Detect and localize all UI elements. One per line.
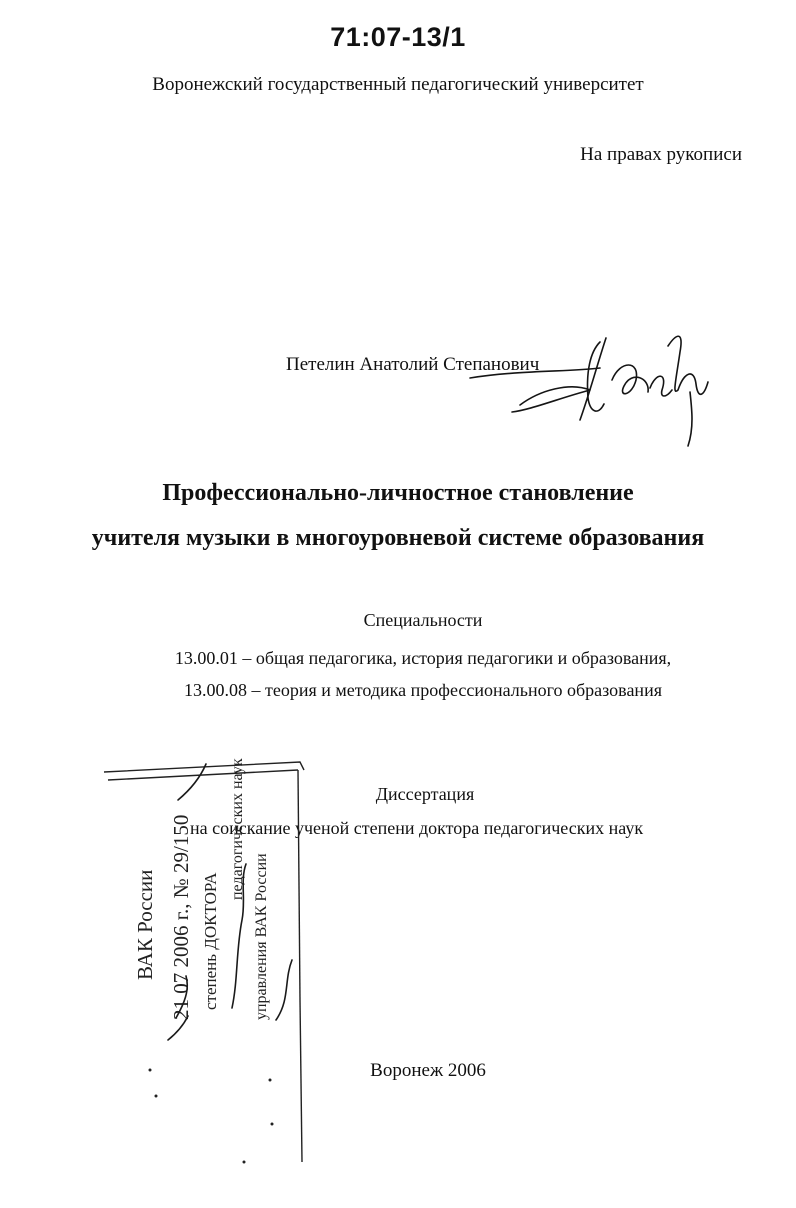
manuscript-rights-note: На правах рукописи bbox=[580, 144, 742, 165]
dissertation-label: Диссертация bbox=[375, 784, 475, 804]
specialties-heading: Специальности bbox=[363, 610, 483, 630]
archive-number: 71:07-13/1 bbox=[330, 22, 466, 52]
dissertation-title-line-1: Профессионально-личностное становление bbox=[162, 480, 634, 506]
dissertation-title-line-2: учителя музыки в многоуровневой системе образования bbox=[91, 525, 705, 551]
place-and-year: Воронеж 2006 bbox=[370, 1060, 486, 1081]
stamp-line: управления ВАК России bbox=[253, 853, 270, 1020]
stamp-line: ВАК России bbox=[133, 869, 157, 980]
stamp-line: 21 07 2006 г., № 29/150 bbox=[169, 814, 193, 1020]
stamp-line: педагогических наук bbox=[229, 758, 246, 900]
stamp-line: степень ДОКТОРА bbox=[201, 872, 220, 1010]
specialty-item: 13.00.01 – общая педагогика, история педагогики и образования, bbox=[174, 648, 672, 668]
specialty-item: 13.00.08 – теория и методика профессионального образования bbox=[184, 680, 662, 700]
author-name: Петелин Анатолий Степанович bbox=[286, 354, 540, 375]
degree-statement: на соискание ученой степени доктора педагогических наук bbox=[190, 818, 644, 838]
university-name: Воронежский государственный педагогический университет bbox=[152, 74, 644, 95]
